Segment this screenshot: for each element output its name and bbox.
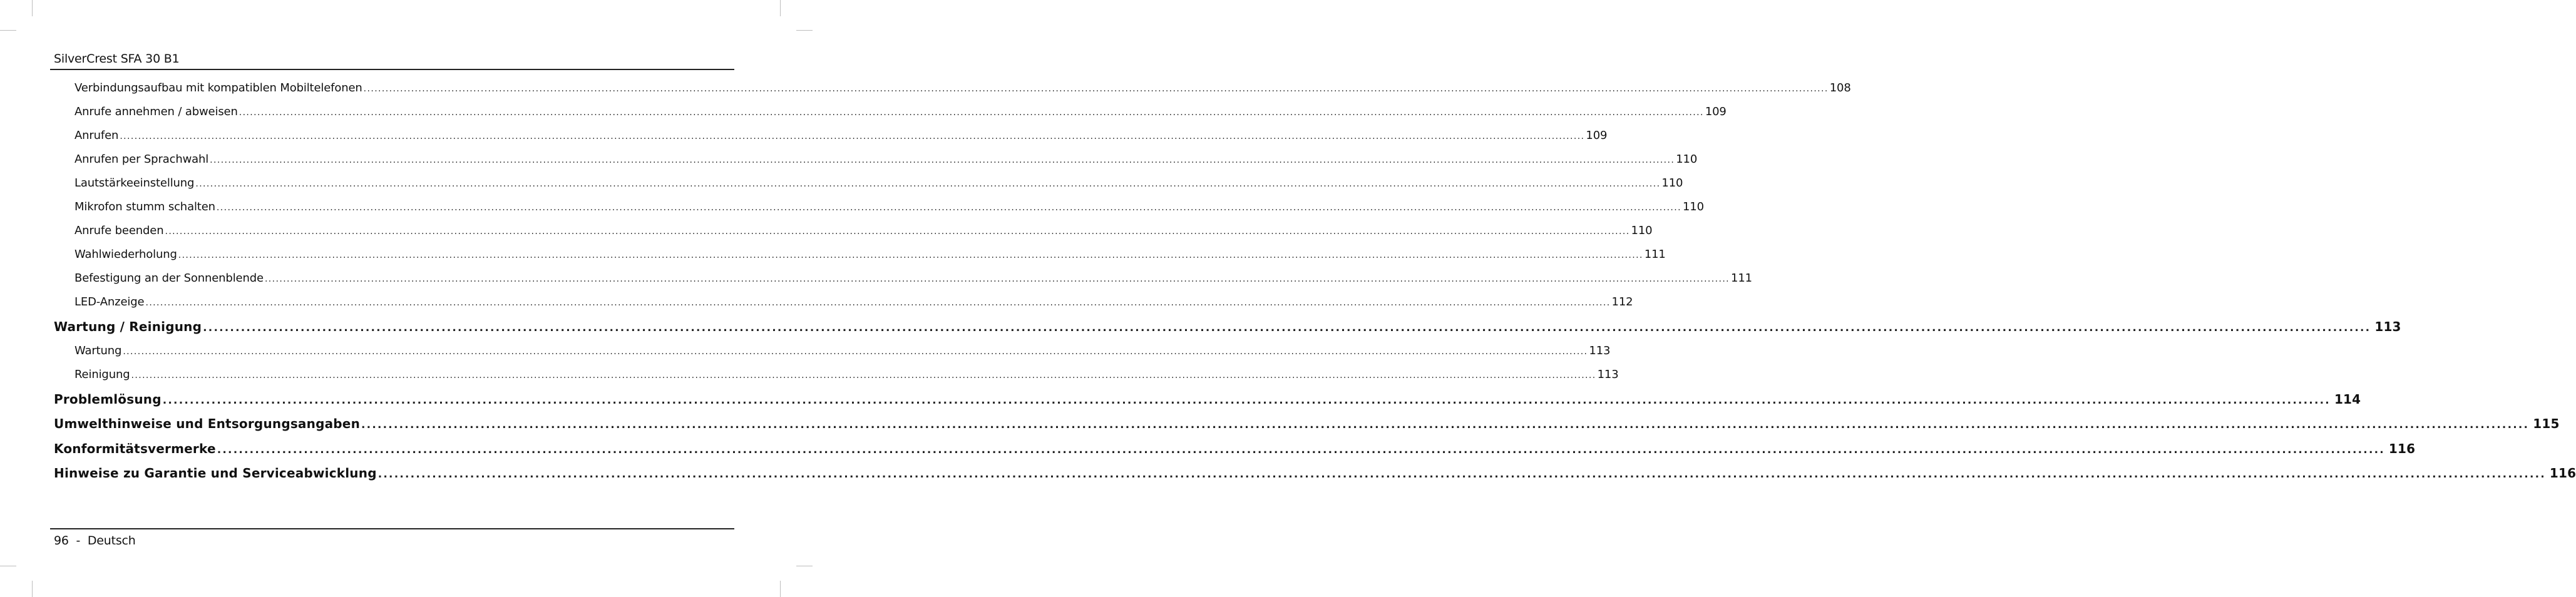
toc-entry-row (54, 441, 2416, 456)
toc-entry-page: 111 (1644, 248, 1666, 261)
toc-entry-row (74, 81, 1851, 94)
toc-section-entry[interactable] (0, 174, 1683, 198)
toc-entry-title: Wahlwiederholung (74, 248, 177, 261)
toc-entry-title: Wartung (74, 344, 122, 357)
toc-entry-page: 109 (1705, 105, 1727, 118)
toc-dot-leader: ................................................................................................................................................................................................................................................................................................................................................................................................................ (203, 322, 2371, 334)
toc-entry-title: LED-Anzeige (74, 295, 145, 309)
toc-entry-page: 116 (2388, 441, 2416, 456)
toc-dot-leader: ................................................................................................................................................................................................................................................................................................................................................................................................................ (361, 419, 2530, 431)
page-header-title: SilverCrest SFA 30 B1 (54, 52, 180, 66)
toc-entry-title: Konformitätsvermerke (54, 441, 216, 456)
toc-entry-row (74, 344, 1611, 357)
toc-dot-leader: ................................................................................................................................................................................................................................................................................................................................................................................................................ (165, 227, 1630, 237)
toc-chapter-entry[interactable] (0, 463, 2576, 488)
toc-dot-leader: ................................................................................................................................................................................................................................................................................................................................................................................................................ (363, 84, 1829, 94)
toc-entry-title: Mikrofon stumm schalten (74, 200, 215, 213)
toc-entry-page: 110 (1676, 153, 1698, 166)
toc-entry-row (74, 176, 1683, 190)
toc-entry-page: 113 (1589, 344, 1611, 357)
toc-chapter-entry[interactable] (0, 317, 2401, 342)
toc-section-entry[interactable] (0, 365, 1619, 389)
toc-entry-title: Anrufe beenden (74, 224, 164, 237)
toc-entry-page: 110 (1631, 224, 1653, 237)
toc-dot-leader: ................................................................................................................................................................................................................................................................................................................................................................................................................ (239, 108, 1704, 118)
toc-entry-row (74, 367, 1619, 381)
toc-section-entry[interactable] (0, 150, 1698, 174)
toc-section-entry[interactable] (0, 198, 1704, 222)
crop-mark (32, 581, 33, 597)
toc-section-entry[interactable] (0, 293, 1633, 317)
toc-entry-title: Lautstärkeeinstellung (74, 176, 195, 190)
toc-section-entry[interactable] (0, 245, 1666, 269)
toc-section-entry[interactable] (0, 342, 1611, 365)
toc-entry-row (74, 105, 1727, 118)
crop-mark (780, 0, 781, 16)
toc-entry-page: 108 (1829, 81, 1851, 94)
toc-entry-page: 109 (1586, 129, 1608, 142)
toc-chapter-entry[interactable] (0, 414, 2560, 439)
toc-entry-row (74, 272, 1752, 285)
toc-entry-title: Anrufe annehmen / abweisen (74, 105, 238, 118)
crop-mark (796, 30, 813, 31)
toc-entry-row (54, 319, 2401, 334)
toc-entry-title: Wartung / Reinigung (54, 319, 202, 334)
toc-entry-row (74, 153, 1698, 166)
toc-entry-row (74, 129, 1608, 142)
toc-section-entry[interactable] (0, 103, 1727, 126)
toc-entry-title: Befestigung an der Sonnenblende (74, 272, 264, 285)
toc-entry-page: 115 (2533, 416, 2560, 431)
toc-entry-row (74, 295, 1633, 309)
toc-dot-leader: ................................................................................................................................................................................................................................................................................................................................................................................................................ (377, 468, 2546, 481)
toc-entry-row (74, 200, 1704, 213)
footer-rule (50, 528, 734, 529)
toc-entry-title: Anrufen (74, 129, 119, 142)
toc-entry-page: 113 (2374, 319, 2401, 334)
crop-mark (0, 30, 16, 31)
toc-entry-row (74, 224, 1653, 237)
toc-dot-leader: ................................................................................................................................................................................................................................................................................................................................................................................................................ (216, 203, 1681, 213)
toc-section-entry[interactable] (0, 126, 1608, 150)
toc-entry-title: Problemlösung (54, 391, 162, 407)
toc-chapter-entry[interactable] (0, 389, 2361, 414)
toc-dot-leader: ................................................................................................................................................................................................................................................................................................................................................................................................................ (131, 370, 1596, 380)
toc-dot-leader: ................................................................................................................................................................................................................................................................................................................................................................................................................ (162, 394, 2331, 407)
table-of-contents (0, 79, 2576, 488)
crop-mark (780, 581, 781, 597)
toc-entry-title: Umwelthinweise und Entsorgungsangaben (54, 416, 361, 431)
toc-entry-row (54, 391, 2361, 407)
toc-dot-leader: ................................................................................................................................................................................................................................................................................................................................................................................................................ (217, 443, 2385, 456)
toc-dot-leader: ................................................................................................................................................................................................................................................................................................................................................................................................................ (178, 250, 1643, 260)
toc-entry-page: 110 (1661, 176, 1683, 190)
toc-entry-title: Reinigung (74, 367, 130, 381)
toc-section-entry[interactable] (0, 269, 1752, 293)
footer-separator: - (76, 534, 81, 548)
footer-page-number: 96 (54, 534, 69, 548)
page-footer (54, 533, 136, 548)
toc-section-entry[interactable] (0, 222, 1653, 245)
toc-entry-title: Verbindungsaufbau mit kompatiblen Mobiltelefonen (74, 81, 362, 94)
toc-dot-leader: ................................................................................................................................................................................................................................................................................................................................................................................................................ (264, 274, 1730, 284)
toc-entry-title: Hinweise zu Garantie und Serviceabwicklung (54, 466, 377, 481)
toc-entry-page: 113 (1597, 367, 1619, 381)
toc-dot-leader: ................................................................................................................................................................................................................................................................................................................................................................................................................ (145, 298, 1611, 308)
toc-dot-leader: ................................................................................................................................................................................................................................................................................................................................................................................................................ (123, 346, 1588, 357)
toc-entry-page: 112 (1611, 295, 1633, 309)
toc-entry-title: Anrufen per Sprachwahl (74, 153, 209, 166)
toc-entry-page: 116 (2549, 466, 2576, 481)
toc-dot-leader: ................................................................................................................................................................................................................................................................................................................................................................................................................ (195, 179, 1661, 189)
toc-chapter-entry[interactable] (0, 439, 2416, 464)
toc-section-entry[interactable] (0, 79, 1851, 103)
toc-dot-leader: ................................................................................................................................................................................................................................................................................................................................................................................................................ (210, 155, 1675, 165)
toc-entry-page: 111 (1731, 272, 1752, 285)
toc-entry-row (54, 416, 2560, 431)
toc-entry-page: 114 (2334, 391, 2361, 407)
toc-entry-row (74, 248, 1666, 261)
toc-entry-row (54, 466, 2576, 481)
toc-entry-page: 110 (1682, 200, 1704, 213)
header-rule (50, 69, 734, 70)
crop-mark (32, 0, 33, 16)
footer-language: Deutsch (87, 534, 136, 548)
toc-dot-leader: ................................................................................................................................................................................................................................................................................................................................................................................................................ (120, 131, 1585, 141)
